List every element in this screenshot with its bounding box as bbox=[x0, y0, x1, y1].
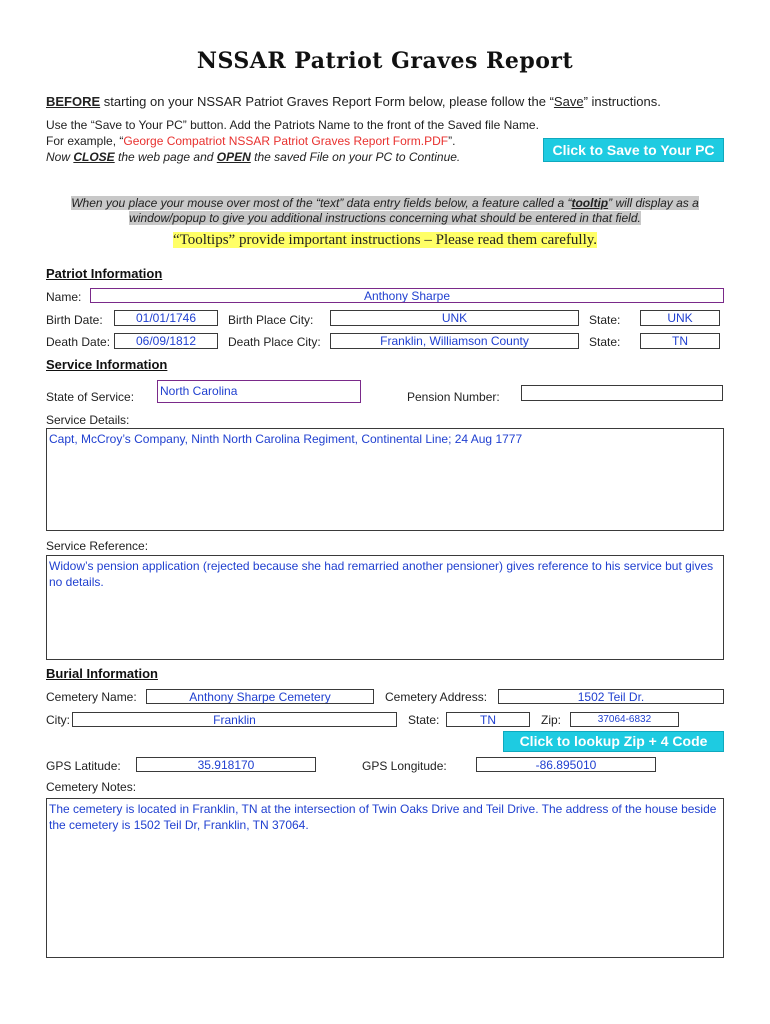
cemetery-name-field[interactable]: Anthony Sharpe Cemetery bbox=[146, 689, 374, 704]
death-state-field[interactable]: TN bbox=[640, 333, 720, 349]
tooltip-note-part: ” will display as a bbox=[608, 196, 699, 210]
page-title: NSSAR Patriot Graves Report bbox=[196, 48, 574, 74]
cemetery-notes-field[interactable]: The cemetery is located in Franklin, TN at the intersection of Twin Oaks Drive and Teil Drive. The address of the house beside the cemetery is 1502 Teil Dr, Franklin, TN 37064. bbox=[46, 798, 724, 958]
birth-place-city-field[interactable]: UNK bbox=[330, 310, 579, 326]
burial-state-field[interactable]: TN bbox=[446, 712, 530, 727]
instruction-text: the web page and bbox=[114, 150, 217, 164]
example-filename: George Compatriot NSSAR Patriot Graves Report Form.PDF bbox=[123, 134, 449, 148]
cemetery-name-label: Cemetery Name: bbox=[46, 690, 137, 704]
instruction-text: Now bbox=[46, 150, 74, 164]
birth-date-field[interactable]: 01/01/1746 bbox=[114, 310, 218, 326]
close-emphasis: CLOSE bbox=[73, 150, 115, 164]
open-emphasis: OPEN bbox=[216, 150, 251, 164]
instruction-text: starting on your NSSAR Patriot Graves Report Form below, please follow the “ bbox=[100, 94, 554, 109]
service-reference-label: Service Reference: bbox=[46, 539, 149, 553]
instruction-text: ”. bbox=[448, 134, 456, 148]
state-of-service-field[interactable]: North Carolina bbox=[157, 380, 361, 403]
before-emphasis: BEFORE bbox=[46, 94, 101, 109]
state-of-service-label: State of Service: bbox=[46, 390, 135, 404]
gps-latitude-field[interactable]: 35.918170 bbox=[136, 757, 316, 772]
zip-label: Zip: bbox=[541, 713, 562, 727]
instruction-line-2: Use the “Save to Your PC” button. Add the Patriots Name to the front of the Saved file Name. bbox=[46, 118, 539, 132]
tooltip-note-line-1 bbox=[0, 196, 770, 210]
zip-field[interactable]: 37064-6832 bbox=[570, 712, 679, 727]
zip-lookup-button[interactable]: Click to lookup Zip + 4 Code bbox=[503, 731, 724, 752]
save-to-pc-button[interactable]: Click to Save to Your PC bbox=[543, 138, 724, 162]
tooltip-warning: “Tooltips” provide important instructions – Please read them carefully. bbox=[172, 232, 598, 248]
instruction-text: ” instructions. bbox=[583, 94, 661, 109]
gps-longitude-field[interactable]: -86.895010 bbox=[476, 757, 656, 772]
cemetery-address-label: Cemetery Address: bbox=[385, 690, 488, 704]
city-field[interactable]: Franklin bbox=[72, 712, 397, 727]
death-date-field[interactable]: 06/09/1812 bbox=[114, 333, 218, 349]
cemetery-address-field[interactable]: 1502 Teil Dr. bbox=[498, 689, 724, 704]
burial-information-heading: Burial Information bbox=[46, 666, 158, 681]
pension-number-label: Pension Number: bbox=[407, 390, 500, 404]
service-details-label: Service Details: bbox=[46, 413, 130, 427]
gps-longitude-label: GPS Longitude: bbox=[362, 759, 447, 773]
instruction-line-3 bbox=[46, 134, 455, 148]
birth-date-label: Birth Date: bbox=[46, 313, 103, 327]
burial-state-label: State: bbox=[408, 713, 440, 727]
patriot-name-field[interactable]: Anthony Sharpe bbox=[90, 288, 724, 303]
city-label: City: bbox=[46, 713, 70, 727]
service-information-heading: Service Information bbox=[46, 357, 168, 372]
tooltip-note-line-2 bbox=[0, 211, 770, 225]
save-word: Save bbox=[553, 94, 584, 109]
gps-latitude-label: GPS Latitude: bbox=[46, 759, 121, 773]
instruction-line-1 bbox=[46, 94, 661, 109]
patriot-information-heading: Patriot Information bbox=[46, 266, 163, 281]
death-place-city-label: Death Place City: bbox=[228, 335, 321, 349]
birth-place-city-label: Birth Place City: bbox=[228, 313, 314, 327]
tooltip-note-text: window/popup to give you additional instructions concerning what should be entered in that field. bbox=[129, 211, 641, 225]
instruction-text: For example, “ bbox=[46, 134, 124, 148]
tooltip-note-line-3 bbox=[0, 232, 770, 249]
death-state-label: State: bbox=[589, 335, 621, 349]
pension-number-field[interactable] bbox=[521, 385, 723, 401]
birth-state-label: State: bbox=[589, 313, 621, 327]
cemetery-notes-label: Cemetery Notes: bbox=[46, 780, 137, 794]
instruction-line-4 bbox=[46, 150, 460, 164]
tooltip-word: tooltip bbox=[571, 196, 609, 210]
instruction-text: the saved File on your PC to Continue. bbox=[250, 150, 461, 164]
service-details-field[interactable]: Capt, McCroy’s Company, Ninth North Carolina Regiment, Continental Line; 24 Aug 1777 bbox=[46, 428, 724, 531]
tooltip-note-part: When you place your mouse over most of the “text” data entry fields below, a feature called a “ bbox=[71, 196, 572, 210]
name-label: Name: bbox=[46, 290, 82, 304]
birth-state-field[interactable]: UNK bbox=[640, 310, 720, 326]
death-date-label: Death Date: bbox=[46, 335, 111, 349]
service-reference-field[interactable]: Widow’s pension application (rejected because she had remarried another pensioner) gives reference to his service but gives no details. bbox=[46, 555, 724, 660]
death-place-city-field[interactable]: Franklin, Williamson County bbox=[330, 333, 579, 349]
tooltip-note-text bbox=[71, 196, 699, 210]
